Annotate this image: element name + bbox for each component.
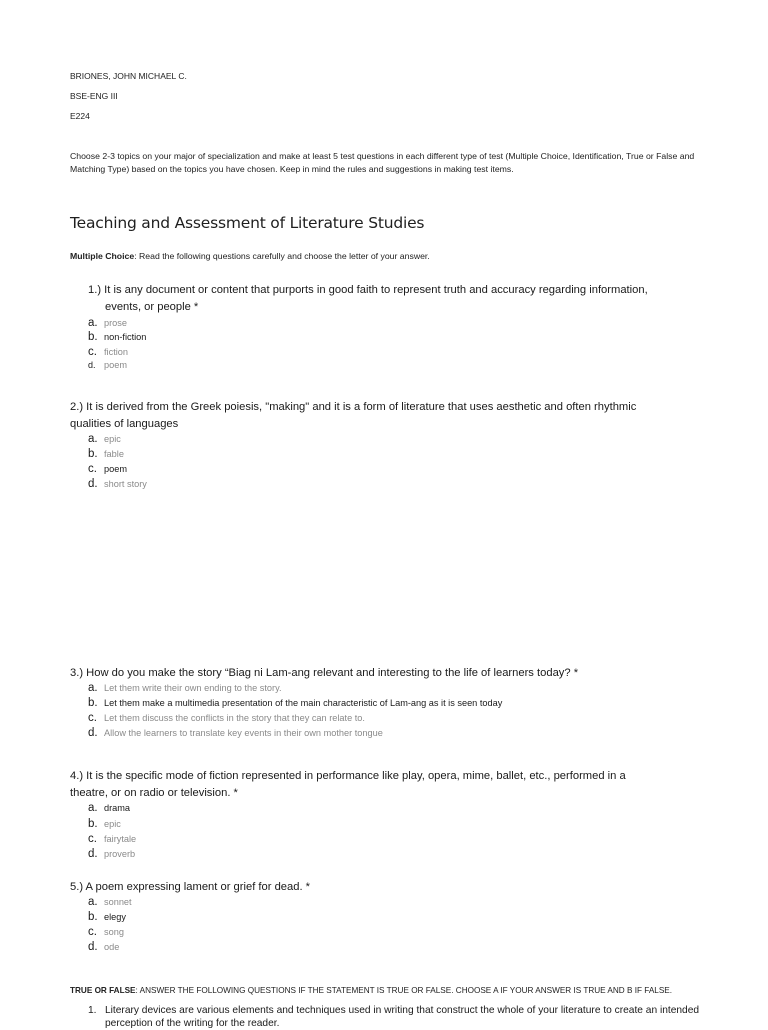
question-1-option-c[interactable] xyxy=(88,346,128,358)
option-text: ode xyxy=(104,942,120,952)
question-4-option-d[interactable] xyxy=(88,848,135,860)
question-4 xyxy=(70,768,710,802)
option-text: elegy xyxy=(104,912,126,922)
student-name: BRIONES, JOHN MICHAEL C. xyxy=(70,71,187,81)
option-letter: a. xyxy=(88,317,98,329)
option-letter: b. xyxy=(88,331,98,343)
option-text: Let them make a multimedia presentation of the main characteristic of Lam-ang as it is seen today xyxy=(104,698,503,708)
option-letter: b. xyxy=(88,911,98,923)
true-false-item-1 xyxy=(88,1004,708,1030)
option-text: sonnet xyxy=(104,897,132,907)
option-letter: b. xyxy=(88,697,98,709)
option-text: drama xyxy=(104,803,131,813)
option-letter: d. xyxy=(88,848,98,860)
question-3 xyxy=(70,665,710,682)
multiple-choice-instruction-text: : Read the following questions carefully and choose the letter of your answer. xyxy=(134,251,430,261)
option-letter: a. xyxy=(88,896,98,908)
option-letter: d. xyxy=(88,478,98,490)
question-3-option-d[interactable] xyxy=(88,727,383,739)
question-2-option-c[interactable] xyxy=(88,463,127,475)
option-text: Let them write their own ending to the story. xyxy=(104,683,282,693)
option-text: fiction xyxy=(104,347,129,357)
option-letter: a. xyxy=(88,682,98,694)
question-2-text: 2.) It is derived from the Greek poiesis, "making" and it is a form of literature that uses aesthetic and often rhythmic xyxy=(70,401,637,413)
question-4-option-c[interactable] xyxy=(88,833,136,845)
option-text: Allow the learners to translate key events in their own mother tongue xyxy=(104,728,383,738)
option-text: Let them discuss the conflicts in the story that they can relate to. xyxy=(104,713,365,723)
option-letter: b. xyxy=(88,818,98,830)
question-3-option-c[interactable] xyxy=(88,712,365,724)
item-text: Literary devices are various elements and techniques used in writing that construct the whole of your literature to create an intended perception of the writing for the reader. xyxy=(105,1005,700,1029)
item-number: 1. xyxy=(88,1005,97,1016)
option-letter: b. xyxy=(88,448,98,460)
option-text: epic xyxy=(104,819,121,829)
question-2-option-a[interactable] xyxy=(88,433,121,445)
question-5-option-d[interactable] xyxy=(88,941,119,953)
option-letter: c. xyxy=(88,833,97,845)
option-text: fable xyxy=(104,449,124,459)
option-letter: c. xyxy=(88,712,97,724)
question-5-option-a[interactable] xyxy=(88,896,132,908)
multiple-choice-instruction xyxy=(70,251,430,261)
option-letter: c. xyxy=(88,463,97,475)
option-text: poem xyxy=(104,360,127,370)
question-5-text: 5.) A poem expressing lament or grief for dead. * xyxy=(70,881,311,893)
option-text: poem xyxy=(104,464,127,474)
question-3-text: 3.) How do you make the story “Biag ni Lam-ang relevant and interesting to the life of learners today? * xyxy=(70,667,579,679)
option-text: proverb xyxy=(104,849,136,859)
option-text: prose xyxy=(104,318,127,328)
question-1-text-cont: events, or people * xyxy=(105,301,199,313)
question-4-text: 4.) It is the specific mode of fiction represented in performance like play, opera, mime, ballet, etc., performed in a xyxy=(70,770,626,782)
multiple-choice-label: Multiple Choice xyxy=(70,251,135,261)
option-text: epic xyxy=(104,434,121,444)
assignment-instructions: Choose 2-3 topics on your major of specialization and make at least 5 test questions in each different type of test (Multiple Choice, Identification, True or False and Matching Type) based on the topics you have chosen. Keep in mind the rules and suggestions in making test items. xyxy=(70,151,695,174)
true-false-instruction xyxy=(70,986,672,995)
option-letter: a. xyxy=(88,433,98,445)
question-2 xyxy=(70,399,710,433)
option-text: song xyxy=(104,927,124,937)
option-letter: c. xyxy=(88,926,97,938)
question-4-option-b[interactable] xyxy=(88,818,121,830)
course-section: BSE-ENG III xyxy=(70,91,118,101)
true-false-instruction-text: : ANSWER THE FOLLOWING QUESTIONS IF THE STATEMENT IS TRUE OR FALSE. CHOOSE A IF YOUR ANSWER IS TRUE AND B IF FALSE. xyxy=(135,986,673,995)
question-4-text-cont: theatre, or on radio or television. * xyxy=(70,787,238,799)
option-letter: c. xyxy=(88,346,97,358)
question-1-option-a[interactable] xyxy=(88,317,127,329)
question-5-option-c[interactable] xyxy=(88,926,124,938)
option-text: fairytale xyxy=(104,834,137,844)
subject-code: E224 xyxy=(70,111,90,121)
question-1-option-d[interactable] xyxy=(88,360,127,370)
question-1-text: 1.) It is any document or content that purports in good faith to represent truth and accuracy regarding information, xyxy=(88,284,648,296)
option-letter: a. xyxy=(88,802,98,814)
option-letter: d. xyxy=(88,727,98,739)
question-2-text-cont: qualities of languages xyxy=(70,418,179,430)
question-3-option-a[interactable] xyxy=(88,682,282,694)
option-text: non-fiction xyxy=(104,332,147,342)
true-false-label: TRUE OR FALSE xyxy=(70,986,136,995)
question-2-option-b[interactable] xyxy=(88,448,124,460)
question-5 xyxy=(70,879,710,896)
question-1-option-b[interactable] xyxy=(88,331,146,343)
question-5-option-b[interactable] xyxy=(88,911,126,923)
question-4-option-a[interactable] xyxy=(88,802,130,814)
option-text: short story xyxy=(104,479,147,489)
option-letter: d. xyxy=(88,360,96,370)
question-1 xyxy=(88,282,708,316)
question-2-option-d[interactable] xyxy=(88,478,147,490)
page-title: Teaching and Assessment of Literature Studies xyxy=(70,214,425,232)
question-3-option-b[interactable] xyxy=(88,697,502,709)
option-letter: d. xyxy=(88,941,98,953)
